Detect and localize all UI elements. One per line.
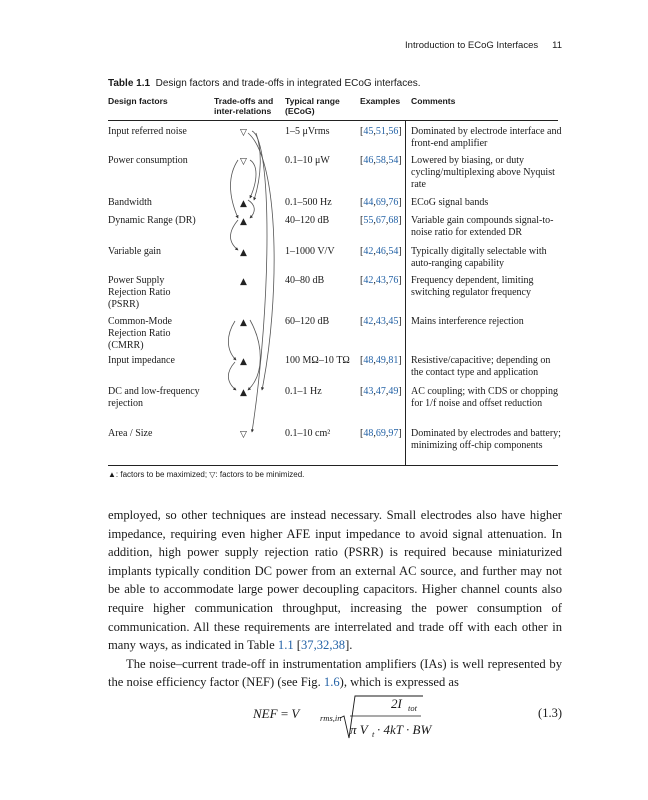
maximize-icon: ▲ [240, 357, 247, 367]
row-examples: [45,51,56] [360, 126, 402, 137]
row-comment: Lowered by biasing, or duty cycling/multiplexing above Nyquist rate [411, 155, 555, 190]
header-range-line1: Typical range [285, 96, 340, 106]
ref-link[interactable]: 56 [388, 126, 399, 137]
table-label: Table 1.1 [108, 78, 151, 89]
eq-den-sub: t [372, 729, 375, 739]
row-examples: [44,69,76] [360, 197, 402, 208]
row-examples: [48,69,97] [360, 428, 402, 439]
running-head-title: Introduction to ECoG Interfaces [405, 40, 539, 51]
row-factor: Variable gain [108, 246, 162, 257]
ref-link[interactable]: 49 [375, 355, 386, 366]
row-factor: Area / Size [108, 428, 153, 439]
tradeoff-arrow [248, 200, 254, 218]
row-examples: [46,58,54] [360, 155, 402, 166]
eq-den-rest: · 4kT · BW [377, 722, 432, 737]
ref-link[interactable]: 76 [388, 197, 399, 208]
ref-link[interactable]: 43 [375, 316, 386, 327]
row-range: 60–120 dB [285, 316, 330, 327]
header-design-factors: Design factors [108, 96, 168, 106]
ref-link[interactable]: 42 [363, 246, 374, 257]
maximize-icon: ▲ [240, 388, 247, 398]
row-factor: Power consumption [108, 155, 188, 166]
row-range: 40–120 dB [285, 215, 330, 226]
tradeoff-arrow [250, 160, 256, 198]
header-tradeoffs-line2: inter-relations [214, 106, 272, 116]
row-comment: Mains interference rejection [411, 316, 524, 327]
header-tradeoffs-line1: Trade-offs and [214, 96, 274, 106]
body-text-span: The noise–current trade-off in instrumentation amplifiers (IAs) is well represented by the noise efficiency factor (NEF) (see Fig. [108, 656, 562, 690]
minimize-icon: ▽ [240, 430, 247, 440]
eq-denominator: π V [350, 722, 368, 737]
row-comment: ECoG signal bands [411, 197, 489, 208]
ref-link[interactable]: 58 [375, 155, 386, 166]
tradeoff-arrow [228, 321, 236, 360]
row-factor: Bandwidth [108, 197, 152, 208]
row-range: 1–1000 V/V [285, 246, 335, 257]
ref-link[interactable]: 47 [375, 386, 386, 397]
minimize-icon: ▽ [240, 128, 247, 138]
eq-num-sub: tot [408, 703, 417, 713]
ref-link[interactable]: 76 [388, 275, 399, 286]
ref-link[interactable]: 54 [388, 246, 399, 257]
ref-link[interactable]: 46 [363, 155, 374, 166]
ref-link[interactable]: 81 [388, 355, 399, 366]
header-range-line2: (ECoG) [285, 106, 315, 116]
ref-link[interactable]: 46 [375, 246, 386, 257]
row-factor: Input referred noise [108, 126, 187, 137]
row-factor: Input impedance [108, 355, 175, 366]
row-comment: Variable gain compounds signal-to-noise ratio for extended DR [411, 215, 554, 238]
tradeoff-arrow [248, 320, 260, 390]
equation-number: (1.3) [538, 706, 562, 720]
eq-numerator: 2I [391, 696, 402, 711]
row-examples: [42,43,45] [360, 316, 402, 327]
row-range: 0.1–500 Hz [285, 197, 332, 208]
ref-link[interactable]: 45 [363, 126, 374, 137]
row-examples: [55,67,68] [360, 215, 402, 226]
ref-link[interactable]: 43 [375, 275, 386, 286]
ref-link[interactable]: 67 [375, 215, 386, 226]
table-ref-link[interactable]: 1.1 [277, 638, 294, 653]
row-range: 40–80 dB [285, 275, 325, 286]
ref-link[interactable]: 48 [363, 355, 374, 366]
table-rule-bottom [108, 465, 558, 466]
eq-lhs: NEF = V [253, 706, 300, 721]
citation-link[interactable]: 37,32,38 [301, 638, 346, 653]
ref-link[interactable]: 69 [375, 197, 386, 208]
row-comment: Typically digitally selectable with auto-ranging capability [411, 246, 547, 269]
row-range: 0.1–10 μW [285, 155, 330, 166]
row-comment: AC coupling; with CDS or chopping for 1/f noise and offset reduction [411, 386, 558, 409]
ref-link[interactable]: 49 [388, 386, 399, 397]
table-caption-text: Design factors and trade-offs in integrated ECoG interfaces. [155, 78, 421, 89]
ref-link[interactable]: 45 [388, 316, 399, 327]
maximize-icon: ▲ [240, 318, 247, 328]
body-text-span: ), which is expressed as [339, 675, 459, 690]
row-examples: [42,43,76] [360, 275, 402, 286]
row-comment: Frequency dependent, limiting switching regulator frequency [411, 275, 534, 298]
maximize-icon: ▲ [240, 248, 247, 258]
row-factor: DC and low-frequency rejection [108, 386, 200, 409]
row-range: 100 MΩ–10 TΩ [285, 355, 350, 366]
row-comment: Dominated by electrode interface and front-end amplifier [411, 126, 562, 149]
row-range: 0.1–1 Hz [285, 386, 322, 397]
body-paragraph: employed, so other techniques are instead necessary. Small electrodes also have higher impedance, requiring even higher AFE input impedance to avoid signal attenuation. In addition, high power supply rejection ratio (PSRR) is required because miniaturized implants typically condition DC power from an external AC source, and further may not be able to accommodate large power decoupling capacitors. Higher channel counts also require higher communication throughput, increasing the power consumption of communication. All these requirements are interrelated and trade off with each other in many ways, as indicated in Table 1.1 [37,32,38]. The noise–current trade-off in instrumentation amplifiers (IAs) is well represented by the noise efficiency factor (NEF) (see Fig. 1.6), which is expressed as [108, 508, 562, 690]
tradeoff-arrow [228, 362, 236, 390]
eq-v-sub: rms,in [320, 713, 342, 723]
ref-link[interactable]: 48 [363, 428, 374, 439]
header-comments: Comments [411, 96, 456, 106]
row-comment: Resistive/capacitive; depending on the contact type and application [411, 355, 551, 378]
header-examples: Examples [360, 96, 401, 106]
tradeoff-arrow [231, 220, 239, 250]
table-footnote: ▲: factors to be maximized; ▽: factors to be minimized. [108, 470, 305, 479]
minimize-icon: ▽ [240, 157, 247, 167]
tradeoff-arrow [248, 133, 274, 390]
maximize-icon: ▲ [240, 199, 247, 209]
page-number: 11 [552, 40, 562, 51]
row-examples: [43,47,49] [360, 386, 402, 397]
row-range: 0.1–10 cm² [285, 428, 331, 439]
row-comment: Dominated by electrodes and battery; minimizing off-chip components [411, 428, 561, 451]
ref-link[interactable]: 97 [388, 428, 399, 439]
row-range: 1–5 μVrms [285, 126, 330, 137]
maximize-icon: ▲ [240, 277, 247, 287]
row-factor: Power Supply Rejection Ratio (PSRR) [108, 275, 171, 310]
ref-link[interactable]: 68 [388, 215, 399, 226]
ref-link[interactable]: 42 [363, 275, 374, 286]
ref-link[interactable]: 42 [363, 316, 374, 327]
row-factor: Common-Mode Rejection Ratio (CMRR) [108, 316, 172, 351]
maximize-icon: ▲ [240, 217, 247, 227]
equation-graphic [108, 690, 562, 746]
ref-link[interactable]: 54 [388, 155, 399, 166]
ref-link[interactable]: 51 [375, 126, 386, 137]
row-factor: Dynamic Range (DR) [108, 215, 196, 226]
row-examples: [48,49,81] [360, 355, 402, 366]
ref-link[interactable]: 69 [375, 428, 386, 439]
figure-ref-link[interactable]: 1.6 [323, 675, 340, 690]
tradeoff-arrow [231, 160, 239, 218]
ref-link[interactable]: 55 [363, 215, 374, 226]
body-text-span: employed, so other techniques are instead necessary. Small electrodes also have higher impedance, requiring even higher AFE input impedance to avoid signal attenuation. In addition, high power supply rejection ratio (PSRR) is required because miniaturized implants typically condition DC power from an external AC source, and further may not be able to accommodate large power decoupling capacitors. Higher channel counts also require higher communication throughput, increasing the power consumption of communication. All these requirements are interrelated and trade off with each other in many ways, as indicated in Table [108, 508, 562, 653]
equation-nef [108, 690, 562, 746]
ref-link[interactable]: 44 [363, 197, 374, 208]
row-examples: [42,46,54] [360, 246, 402, 257]
ref-link[interactable]: 43 [363, 386, 374, 397]
